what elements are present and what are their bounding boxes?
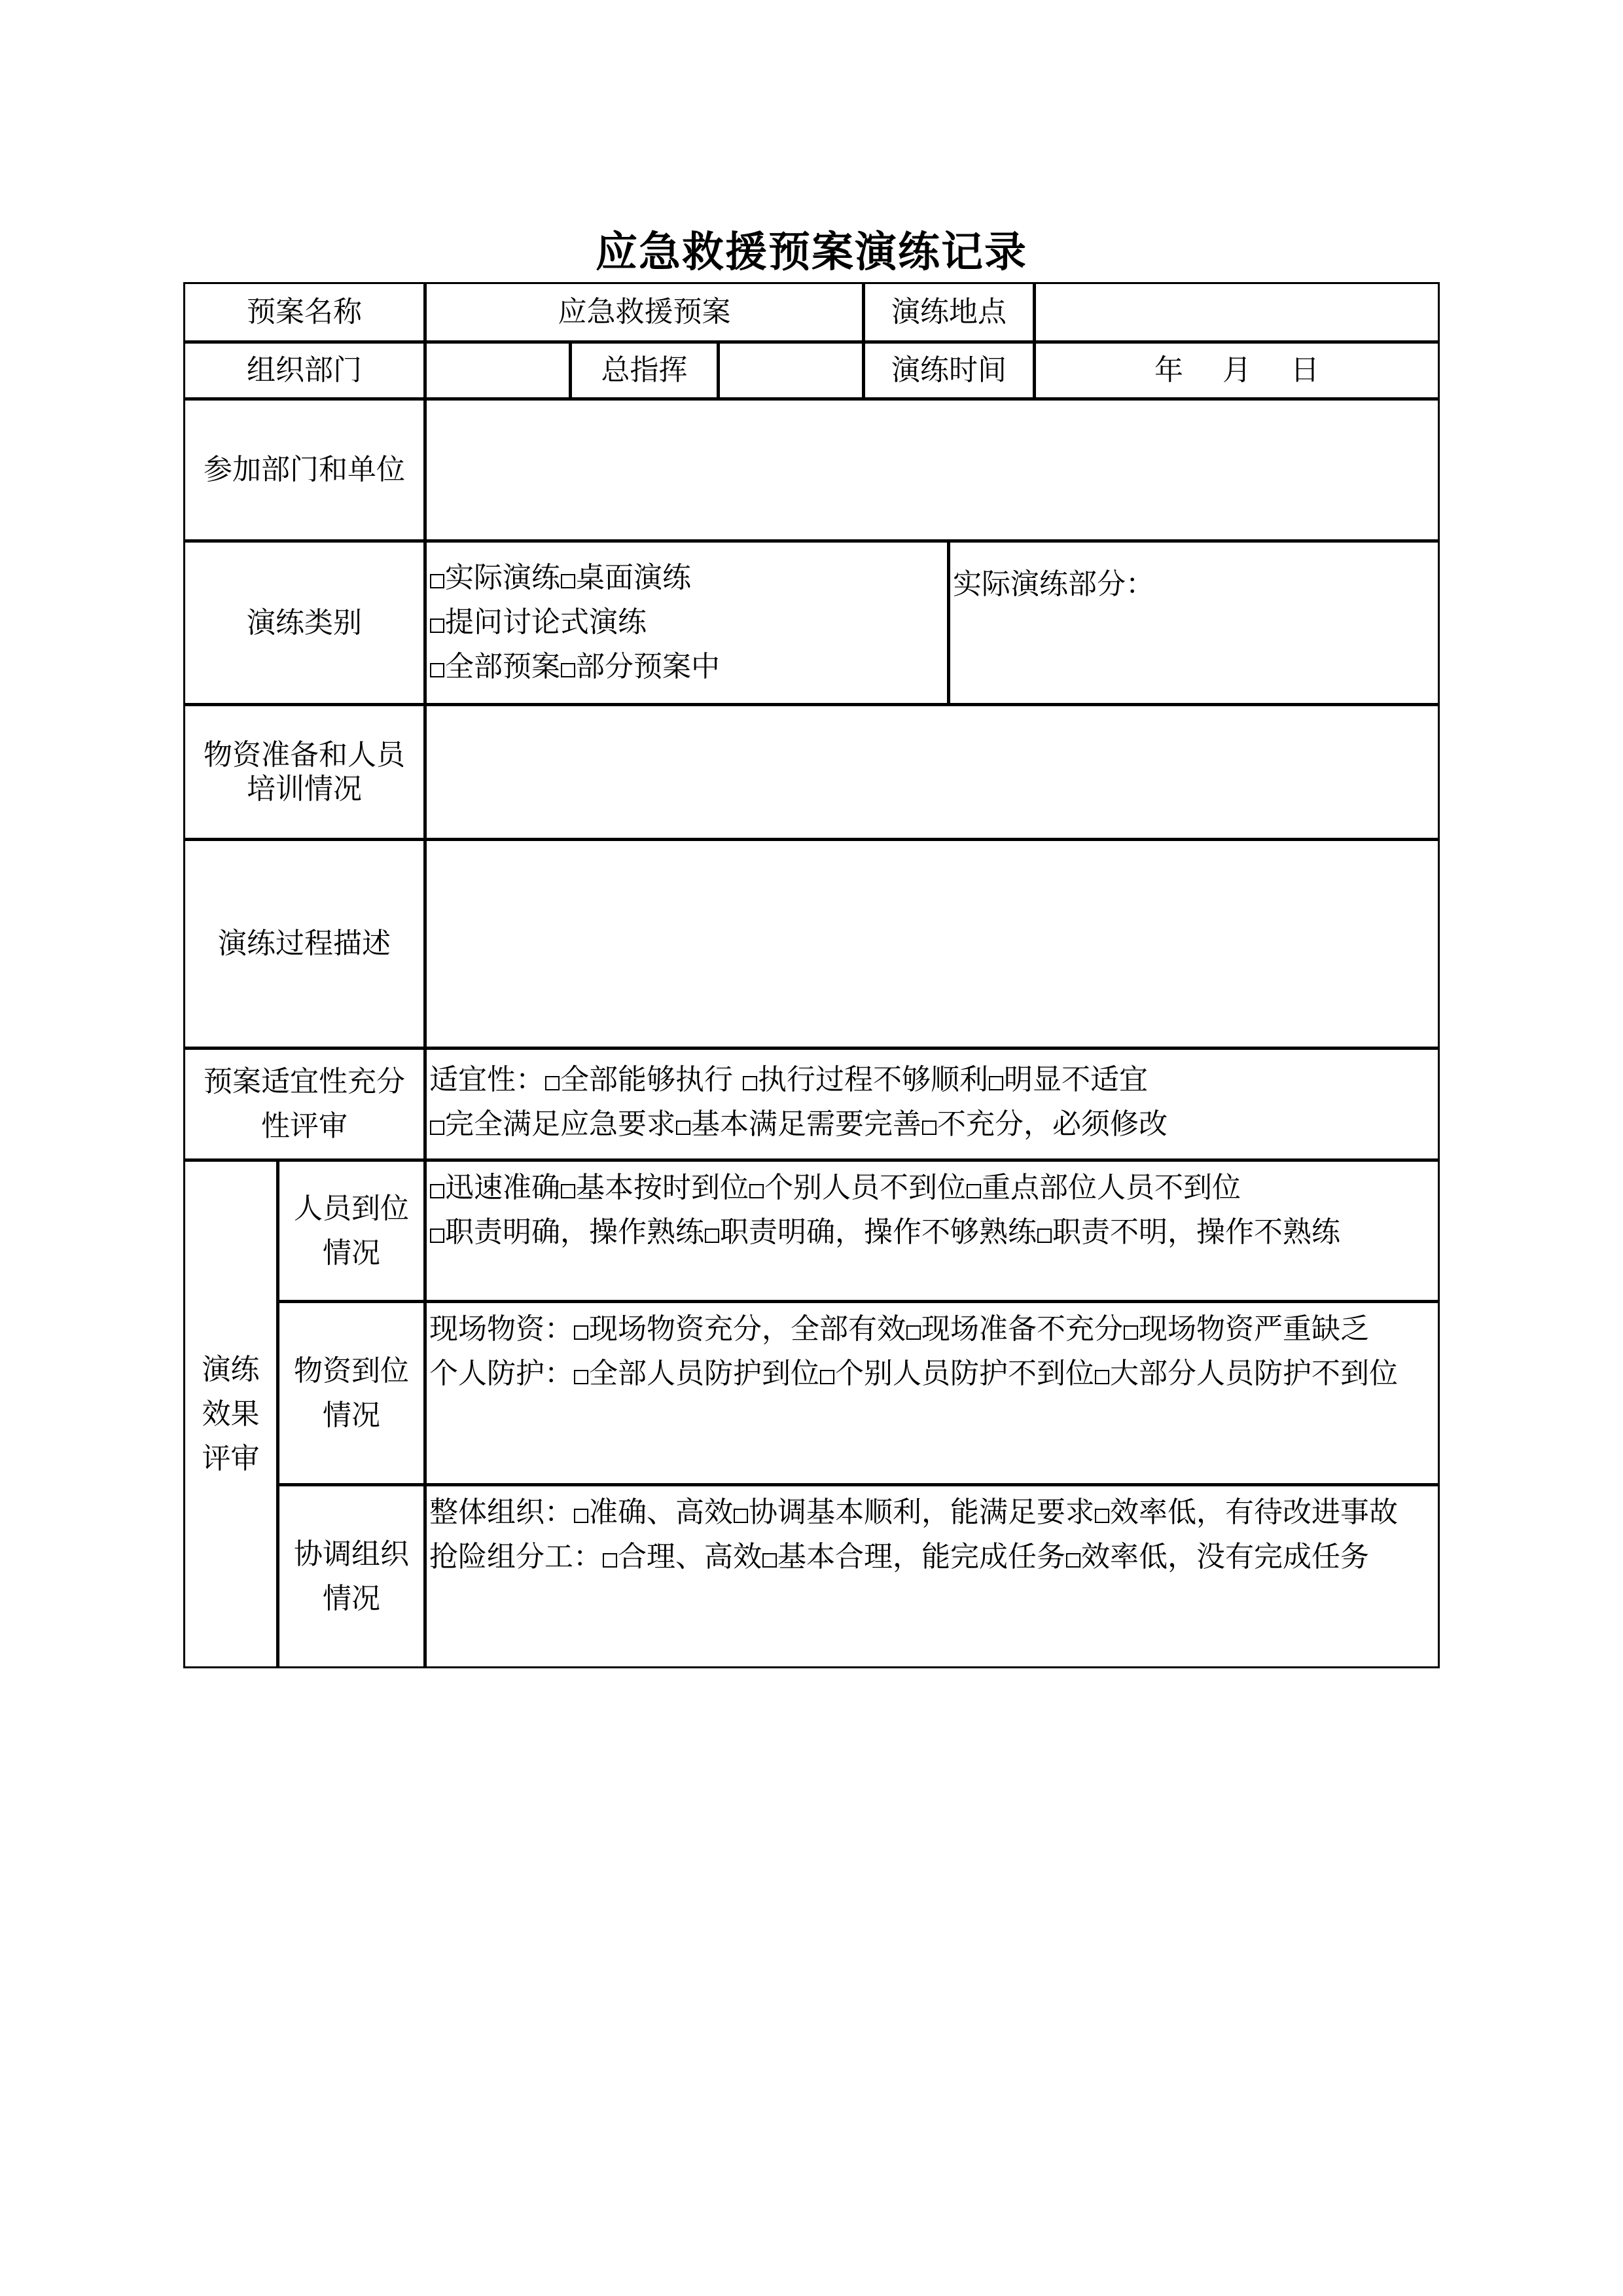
- option-fully-meets: 完全满足应急要求: [445, 1107, 675, 1141]
- checkbox-clear-skilled[interactable]: [430, 1229, 444, 1243]
- coordination-label: [277, 1484, 425, 1668]
- option-most-unprotected: 大部分人员防护不到位: [1110, 1357, 1398, 1390]
- preparation-label-line1: 物资准备和人员: [204, 738, 405, 772]
- org-dept-label: 组织部门: [183, 342, 425, 399]
- checkbox-inadequate[interactable]: [922, 1121, 936, 1135]
- option-key-absent: 重点部位人员不到位: [982, 1171, 1241, 1204]
- option-full-plan: 全部预案: [445, 650, 560, 683]
- checkbox-basically-on-time[interactable]: [561, 1184, 575, 1198]
- option-actual-drill: 实际演练: [445, 561, 560, 594]
- location-label: 演练地点: [863, 282, 1035, 342]
- drill-type-options: [425, 541, 949, 705]
- checkbox-clear-unskilled[interactable]: [705, 1229, 719, 1243]
- checkbox-fully-meets[interactable]: [430, 1121, 444, 1135]
- org-dept-field[interactable]: [425, 342, 571, 399]
- materials-label-line1: 物资到位: [294, 1354, 409, 1388]
- time-day: 日: [1291, 353, 1319, 387]
- document-title: 应急救援预案演练记录: [596, 228, 1027, 277]
- personal-prefix: 个人防护：: [429, 1357, 573, 1390]
- option-all-protected: 全部人员防护到位: [589, 1357, 819, 1390]
- plan-name-label: 预案名称: [183, 282, 425, 342]
- checkbox-most-unprotected[interactable]: [1095, 1370, 1109, 1384]
- process-label: 演练过程描述: [183, 839, 425, 1049]
- actual-part-label: 实际演练部分：: [953, 567, 1154, 601]
- rescue-prefix: 抢险组分工：: [429, 1540, 602, 1573]
- plan-name-value[interactable]: 应急救援预案: [425, 282, 864, 342]
- materials-options: [425, 1301, 1440, 1485]
- checkbox-basically-meets[interactable]: [676, 1121, 690, 1135]
- option-fully-executable: 全部能够执行: [560, 1063, 733, 1096]
- option-not-suitable: 明显不适宜: [1004, 1063, 1148, 1096]
- option-quick-accurate: 迅速准确: [445, 1171, 560, 1204]
- checkbox-some-unprotected[interactable]: [820, 1370, 834, 1384]
- coordination-label-line2: 情况: [323, 1581, 380, 1615]
- checkbox-discussion-drill[interactable]: [430, 619, 444, 633]
- overall-prefix: 整体组织：: [429, 1496, 573, 1529]
- option-basically-on-time: 基本按时到位: [576, 1171, 749, 1204]
- option-unclear-unskilled: 职责不明，操作不熟练: [1052, 1215, 1340, 1249]
- participants-field[interactable]: [425, 399, 1440, 541]
- coordination-options: [425, 1484, 1440, 1668]
- option-basically-smooth: 协调基本顺利，能满足要求: [749, 1496, 1094, 1529]
- location-field[interactable]: [1034, 282, 1440, 342]
- option-accurate-efficient: 准确、高效: [589, 1496, 733, 1529]
- suitability-label: [183, 1048, 425, 1160]
- option-inadequate: 不充分，必须修改: [937, 1107, 1168, 1141]
- checkbox-onsite-sufficient[interactable]: [574, 1325, 588, 1340]
- personnel-label: [277, 1160, 425, 1302]
- suitability-prefix: 适宜性：: [429, 1063, 544, 1096]
- suitability-label-line1: 预案适宜性充分: [204, 1065, 405, 1098]
- checkbox-all-protected[interactable]: [574, 1370, 588, 1384]
- option-onsite-insufficient: 现场准备不充分: [921, 1312, 1123, 1346]
- actual-part-field[interactable]: [948, 541, 1440, 705]
- coordination-label-line1: 协调组织: [294, 1537, 409, 1571]
- preparation-label-line2: 培训情况: [247, 772, 362, 806]
- drill-type-label: 演练类别: [183, 541, 425, 705]
- checkbox-quick-accurate[interactable]: [430, 1184, 444, 1198]
- option-incomplete-task: 效率低，没有完成任务: [1081, 1540, 1369, 1573]
- time-year: 年: [1154, 353, 1183, 387]
- option-some-absent: 个别人员不到位: [764, 1171, 966, 1204]
- checkbox-reasonable-efficient[interactable]: [603, 1553, 617, 1568]
- effect-review-label-line3: 评审: [202, 1441, 260, 1475]
- option-low-efficiency: 效率低，有待改进事故: [1110, 1496, 1398, 1529]
- commander-label: 总指挥: [570, 342, 719, 399]
- option-basically-meets: 基本满足需要完善: [691, 1107, 921, 1141]
- time-field[interactable]: [1034, 342, 1440, 399]
- option-not-smooth: 执行过程不够顺利: [758, 1063, 988, 1096]
- option-basically-reasonable: 基本合理，能完成任务: [777, 1540, 1065, 1573]
- onsite-prefix: 现场物资：: [429, 1312, 573, 1346]
- checkbox-onsite-insufficient[interactable]: [906, 1325, 921, 1340]
- preparation-label: [183, 704, 425, 840]
- materials-label-line2: 情况: [323, 1398, 380, 1432]
- suitability-options: [425, 1048, 1440, 1160]
- checkbox-actual-drill[interactable]: [430, 574, 444, 588]
- time-label: 演练时间: [863, 342, 1035, 399]
- option-clear-skilled: 职责明确，操作熟练: [445, 1215, 704, 1249]
- option-onsite-sufficient: 现场物资充分，全部有效: [589, 1312, 906, 1346]
- participants-label: 参加部门和单位: [183, 399, 425, 541]
- checkbox-fully-executable[interactable]: [545, 1076, 560, 1090]
- checkbox-accurate-efficient[interactable]: [574, 1509, 588, 1523]
- option-discussion-drill: 提问讨论式演练: [445, 605, 647, 639]
- checkbox-some-absent[interactable]: [749, 1184, 764, 1198]
- checkbox-unclear-unskilled[interactable]: [1037, 1229, 1052, 1243]
- checkbox-partial-plan[interactable]: [561, 663, 575, 677]
- checkbox-key-absent[interactable]: [967, 1184, 981, 1198]
- checkbox-basically-reasonable[interactable]: [762, 1553, 777, 1568]
- checkbox-basically-smooth[interactable]: [734, 1509, 748, 1523]
- checkbox-incomplete-task[interactable]: [1066, 1553, 1080, 1568]
- suitability-label-line2: 性评审: [261, 1109, 348, 1143]
- checkbox-full-plan[interactable]: [430, 663, 444, 677]
- materials-label: [277, 1301, 425, 1485]
- effect-review-label: [183, 1160, 278, 1668]
- preparation-field[interactable]: [425, 704, 1440, 840]
- option-partial-plan: 部分预案中: [576, 650, 720, 683]
- checkbox-tabletop-drill[interactable]: [561, 574, 575, 588]
- effect-review-label-line1: 演练: [202, 1352, 260, 1386]
- option-onsite-severe-lack: 现场物资严重缺乏: [1139, 1312, 1369, 1346]
- option-some-unprotected: 个别人员防护不到位: [835, 1357, 1094, 1390]
- commander-field[interactable]: [718, 342, 864, 399]
- effect-review-label-line2: 效果: [202, 1397, 260, 1431]
- checkbox-not-smooth[interactable]: [743, 1076, 757, 1090]
- time-month: 月: [1222, 353, 1251, 387]
- option-tabletop-drill: 桌面演练: [576, 561, 691, 594]
- checkbox-onsite-severe-lack[interactable]: [1124, 1325, 1138, 1340]
- personnel-options: [425, 1160, 1440, 1302]
- personnel-label-line2: 情况: [323, 1236, 380, 1270]
- option-reasonable-efficient: 合理、高效: [618, 1540, 762, 1573]
- option-clear-unskilled: 职责明确，操作不够熟练: [720, 1215, 1037, 1249]
- checkbox-not-suitable[interactable]: [989, 1076, 1003, 1090]
- personnel-label-line1: 人员到位: [294, 1191, 409, 1225]
- checkbox-low-efficiency[interactable]: [1095, 1509, 1109, 1523]
- process-field[interactable]: [425, 839, 1440, 1049]
